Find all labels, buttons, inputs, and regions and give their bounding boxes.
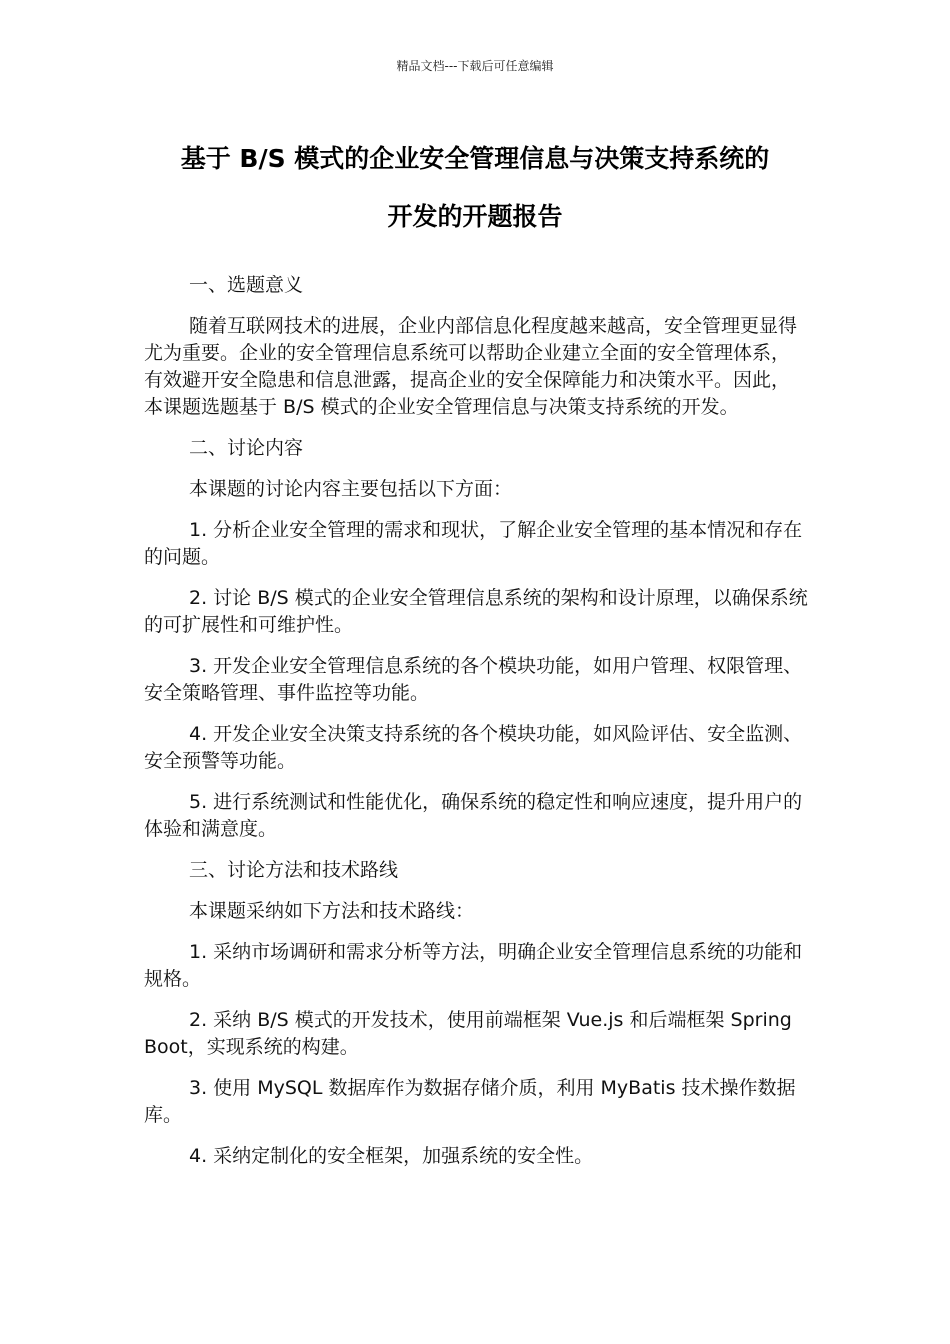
- section-heading-2: 二、讨论内容: [189, 437, 304, 459]
- section-2-intro: 本课题的讨论内容主要包括以下方面：: [189, 478, 513, 500]
- document-title-line-2: 开发的开题报告: [387, 202, 563, 231]
- document-body: [144, 272, 808, 1170]
- section-3-item: 3. 使用 MySQL 数据库作为数据存储介质，利用 MyBatis 技术操作数据库。: [144, 1077, 796, 1126]
- section-2-item: 1. 分析企业安全管理的需求和现状，了解企业安全管理的基本情况和存在的问题。: [144, 519, 803, 568]
- section-3-item: 1. 采纳市场调研和需求分析等方法，明确企业安全管理信息系统的功能和规格。: [144, 941, 803, 990]
- section-1-paragraph: 随着互联网技术的进展，企业内部信息化程度越来越高，安全管理更显得尤为重要。企业的安全管理信息系统可以帮助企业建立全面的安全管理体系，有效避开安全隐患和信息泄露，提高企业的安全保障能力和决策水平。因此，本课题选题基于 B/S 模式的企业安全管理信息与决策支持系统的开发。: [144, 315, 798, 418]
- section-2-item: 4. 开发企业安全决策支持系统的各个模块功能，如风险评估、安全监测、安全预警等功能。: [144, 723, 803, 772]
- section-2-item: 3. 开发企业安全管理信息系统的各个模块功能，如用户管理、权限管理、安全策略管理、事件监控等功能。: [144, 655, 803, 704]
- section-2-item: 2. 讨论 B/S 模式的企业安全管理信息系统的架构和设计原理，以确保系统的可扩展性和可维护性。: [144, 587, 808, 636]
- section-2-item: 5. 进行系统测试和性能优化，确保系统的稳定性和响应速度，提升用户的体验和满意度。: [144, 791, 803, 840]
- section-3-item: 2. 采纳 B/S 模式的开发技术，使用前端框架 Vue.js 和后端框架 Spring Boot，实现系统的构建。: [144, 1009, 792, 1058]
- section-3-intro: 本课题采纳如下方法和技术路线：: [189, 900, 475, 922]
- page-header: 精品文档---下载后可任意编辑: [396, 59, 554, 73]
- section-heading-3: 三、讨论方法和技术路线: [189, 859, 399, 881]
- document-title-line-1: 基于 B/S 模式的企业安全管理信息与决策支持系统的: [180, 144, 770, 173]
- section-3-item: 4. 采纳定制化的安全框架，加强系统的安全性。: [189, 1145, 594, 1167]
- section-heading-1: 一、选题意义: [189, 274, 304, 296]
